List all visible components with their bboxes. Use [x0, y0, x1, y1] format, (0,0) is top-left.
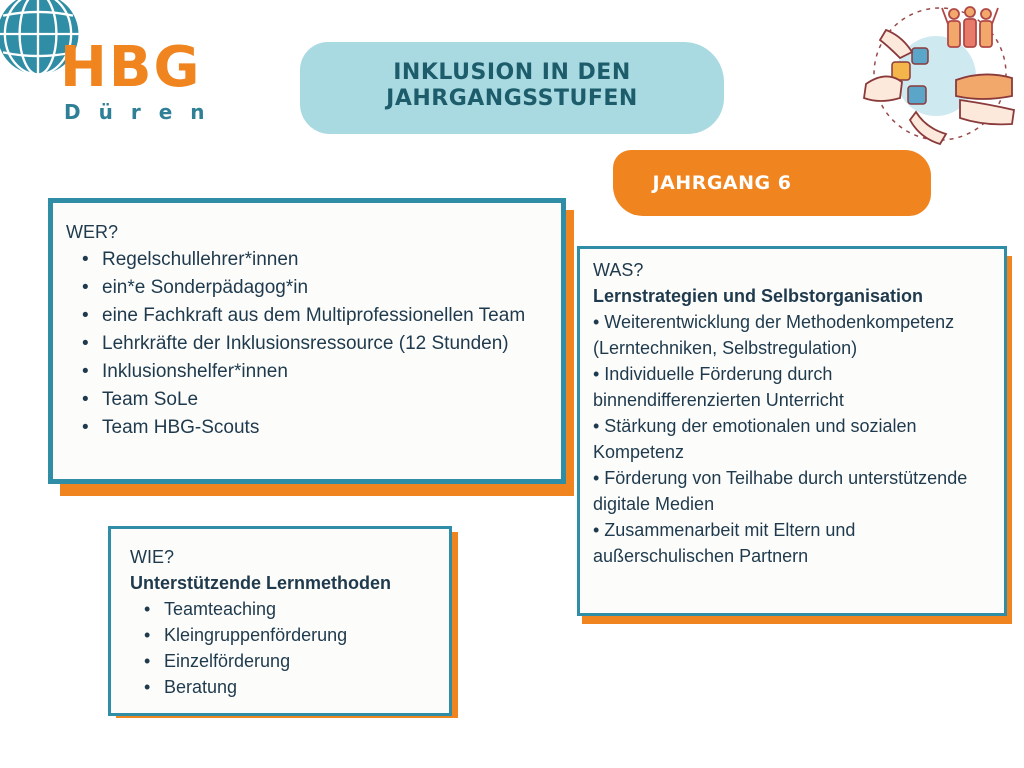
- wie-box-content: [130, 544, 440, 700]
- bullet-icon: •: [82, 417, 89, 438]
- title-line-1: INKLUSION IN DEN: [393, 60, 631, 85]
- wie-list: [130, 596, 440, 700]
- bullet-icon: •: [144, 599, 151, 619]
- wer-label: WER?: [66, 222, 119, 242]
- list-item: • eine Fachkraft aus dem Multiprofessionellen Team: [66, 302, 561, 330]
- list-item: • ein*e Sonderpädagog*in: [66, 274, 561, 302]
- list-item: • Förderung von Teilhabe durch unterstützende digitale Medien: [593, 468, 968, 514]
- bullet-icon: •: [82, 249, 89, 270]
- list-item: • Beratung: [130, 674, 440, 700]
- list-item: • Regelschullehrer*innen: [66, 246, 561, 274]
- was-heading: Lernstrategien und Selbstorganisation: [593, 286, 924, 306]
- bullet-icon: •: [82, 277, 89, 298]
- list-item: • Team SoLe: [66, 386, 561, 414]
- logo-subtitle: Düren: [64, 100, 223, 124]
- page-title: [300, 60, 724, 112]
- bullet-icon: •: [144, 651, 151, 671]
- was-box-content: [593, 257, 998, 569]
- title-line-2: JAHRGANGSSTUFEN: [386, 86, 638, 111]
- bullet-icon: •: [144, 677, 151, 697]
- wer-box-content: [66, 218, 561, 442]
- list-item: • Teamteaching: [130, 596, 440, 622]
- bullet-icon: •: [82, 389, 89, 410]
- list-item: • Einzelförderung: [130, 648, 440, 674]
- grade-badge-label: JAHRGANG 6: [652, 172, 792, 194]
- list-item: • Inklusionshelfer*innen: [66, 358, 561, 386]
- bullet-icon: •: [82, 361, 89, 382]
- list-item: • Kleingruppenförderung: [130, 622, 440, 648]
- logo-text: HBG: [60, 35, 202, 100]
- list-item: • Stärkung der emotionalen und sozialen Kompetenz: [593, 416, 917, 462]
- list-item: • Individuelle Förderung durch binnendifferenzierten Unterricht: [593, 364, 844, 410]
- bullet-icon: •: [82, 305, 89, 326]
- list-item: • Weiterentwicklung der Methodenkompetenz (Lerntechniken, Selbstregulation): [593, 312, 955, 358]
- list-item: • Lehrkräfte der Inklusionsressource (12 Stunden): [66, 330, 561, 358]
- wie-label: WIE?: [130, 547, 175, 567]
- wie-heading: Unterstützende Lernmethoden: [130, 573, 392, 593]
- bullet-icon: •: [82, 333, 89, 354]
- list-item: • Zusammenarbeit mit Eltern und außerschulischen Partnern: [593, 520, 856, 566]
- list-item: • Team HBG-Scouts: [66, 414, 561, 442]
- bullet-icon: •: [144, 625, 151, 645]
- wer-list: [66, 246, 561, 442]
- was-label: WAS?: [593, 260, 644, 280]
- hands-puzzle-illustration: [856, 0, 1024, 150]
